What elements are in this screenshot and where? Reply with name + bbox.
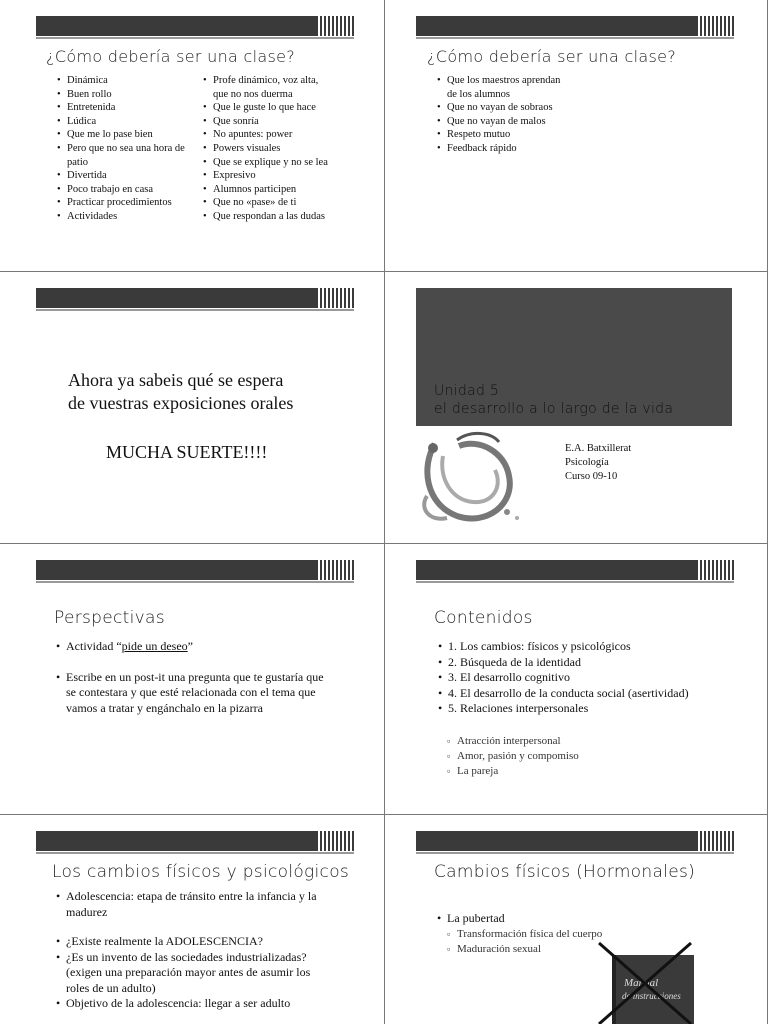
header-bar xyxy=(416,831,734,851)
list-item: • Que le guste lo que hace xyxy=(203,101,331,115)
sub-item: ▫ Transformación física del cuerpo xyxy=(447,927,687,942)
cross-out-icon xyxy=(595,941,695,1024)
slide-3 xyxy=(0,272,385,544)
list-item: • 5. Relaciones interpersonales xyxy=(438,701,708,717)
list-item: • Que sonría xyxy=(203,115,331,129)
sub-list xyxy=(447,734,687,779)
slide-title: ¿Cómo debería ser una clase? xyxy=(46,47,296,66)
list-item: • Que respondan a las dudas xyxy=(203,210,331,224)
book-title: Manual xyxy=(624,977,659,989)
list-item: • Buen rollo xyxy=(57,88,197,102)
list-item: • Entretenida xyxy=(57,101,197,115)
list-item: • 3. El desarrollo cognitivo xyxy=(438,670,708,686)
slide-title: ¿Cómo debería ser una clase? xyxy=(427,47,677,66)
slide-title: Cambios físicos (Hormonales) xyxy=(434,862,696,882)
slide-title: Contenidos xyxy=(434,608,533,628)
list-item: • 1. Los cambios: físicos y psicológicos xyxy=(438,639,708,655)
list-item xyxy=(56,639,334,655)
message-line: de vuestras exposiciones orales xyxy=(68,393,294,413)
unit-title: Unidad 5 xyxy=(434,383,500,399)
sub-item: ▫ Atracción interpersonal xyxy=(447,734,687,749)
list-item: • Adolescencia: etapa de tránsito entre la infancia y la madurez xyxy=(56,889,336,920)
header-bar xyxy=(416,16,734,36)
header-bar xyxy=(416,560,734,580)
item-prefix: Actividad “ xyxy=(66,639,122,653)
list-left xyxy=(57,74,197,224)
list-item: • Powers visuales xyxy=(203,142,331,156)
slide-7 xyxy=(0,815,385,1024)
contents-list xyxy=(438,639,708,717)
header-bar xyxy=(36,16,354,36)
sub-item: ▫ Maduración sexual xyxy=(447,942,687,957)
list-item: • ¿Es un invento de las sociedades industrializadas? (exigen una preparación mayor antes de asumir los roles de un adulto) xyxy=(56,950,336,997)
good-luck-text: MUCHA SUERTE!!!! xyxy=(106,442,268,462)
slide-5 xyxy=(0,544,385,815)
slide-2 xyxy=(385,0,768,272)
list-item: • Divertida xyxy=(57,169,197,183)
school-name: E.A. Batxillerat xyxy=(565,443,632,454)
cover-info xyxy=(565,442,631,484)
list-item: • Alumnos participen xyxy=(203,183,331,197)
list-item: • Que no vayan de sobraos xyxy=(437,101,567,115)
list-item: • Objetivo de la adolescencia: llegar a ser adulto xyxy=(56,996,336,1012)
header-bar xyxy=(36,288,354,308)
unit-subtitle: el desarrollo a lo largo de la vida xyxy=(434,401,674,417)
list-item: • Expresivo xyxy=(203,169,331,183)
message-line: Ahora ya sabeis qué se espera xyxy=(68,370,284,390)
list-item: • 2. Búsqueda de la identidad xyxy=(438,655,708,671)
slide-6 xyxy=(385,544,768,815)
title-block xyxy=(416,288,732,426)
list-item: • Que me lo pase bien xyxy=(57,128,197,142)
bullet-list xyxy=(56,639,334,716)
decorative-swirl-icon xyxy=(417,426,529,528)
list-item: • Que los maestros aprendan de los alumnos xyxy=(437,74,567,101)
list-item: • Escribe en un post-it una pregunta que te gustaría que se contestara y que esté relacionada con el tema que vamos a tratar y engánchalo en la pizarra xyxy=(56,670,334,717)
header-bar xyxy=(36,831,354,851)
book-subtitle: de instrucciones xyxy=(622,991,681,1001)
list-item: • Respeto mutuo xyxy=(437,128,567,142)
item-suffix: ” xyxy=(187,639,193,653)
slide-4-cover xyxy=(385,272,768,544)
slide-1 xyxy=(0,0,385,272)
slide-title: Perspectivas xyxy=(54,608,165,628)
slide-8 xyxy=(385,815,768,1024)
activity-link[interactable]: pide un deseo xyxy=(121,639,188,653)
list-item: • Practicar procedimientos xyxy=(57,196,197,210)
list-item: • Que no «pase» de ti xyxy=(203,196,331,210)
slide-title: Los cambios físicos y psicológicos xyxy=(52,862,350,882)
list-item: • Poco trabajo en casa xyxy=(57,183,197,197)
list-item: • Profe dinámico, voz alta, que no nos duerma xyxy=(203,74,331,101)
sub-item: ▫ La pareja xyxy=(447,764,687,779)
list-item: • Pero que no sea una hora de patio xyxy=(57,142,189,169)
bullet-list xyxy=(56,889,336,1012)
bullet-list xyxy=(437,74,567,156)
sub-item: ▫ Amor, pasión y compomiso xyxy=(447,749,687,764)
list-item: • Dinámica xyxy=(57,74,197,88)
list-item: • La pubertad xyxy=(437,911,697,927)
header-bar xyxy=(36,560,354,580)
course-year: Curso 09-10 xyxy=(565,471,618,482)
list-item: • 4. El desarrollo de la conducta social (asertividad) xyxy=(438,686,708,702)
list-item: • No apuntes: power xyxy=(203,128,331,142)
list-item: • Que no vayan de malos xyxy=(437,115,567,129)
bullet-list xyxy=(437,911,697,927)
list-item: • Lúdica xyxy=(57,115,197,129)
list-item: • Actividades xyxy=(57,210,197,224)
list-right xyxy=(203,74,331,224)
list-item: • Feedback rápido xyxy=(437,142,567,156)
list-item: • Que se explique y no se lea xyxy=(203,156,331,170)
subject-name: Psicología xyxy=(565,457,609,468)
list-item: • ¿Existe realmente la ADOLESCENCIA? xyxy=(56,934,336,950)
